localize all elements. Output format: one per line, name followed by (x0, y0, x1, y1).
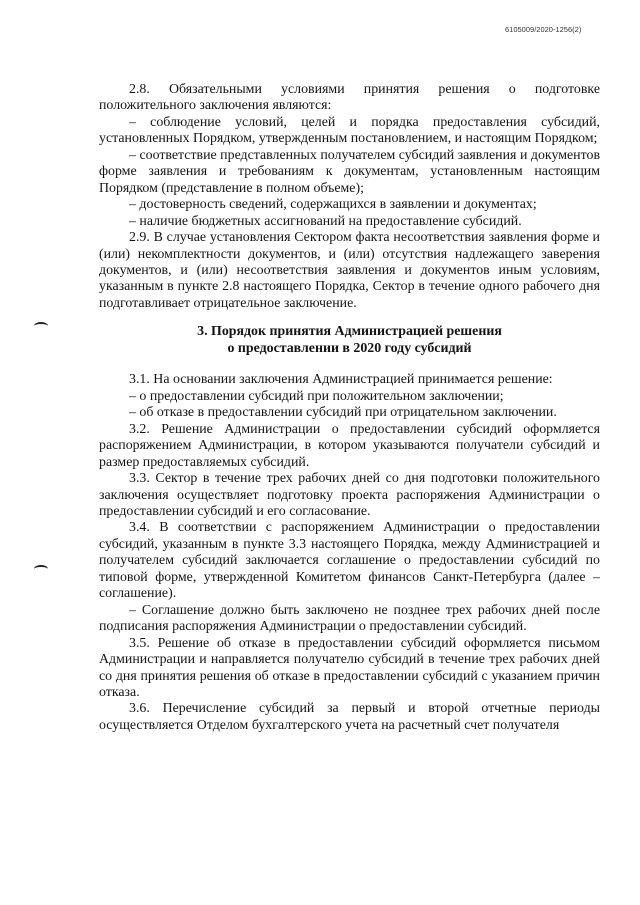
section-title-line: о предоставлении в 2020 году субсидий (227, 340, 472, 356)
document-body (99, 82, 600, 734)
paragraph: 3.2. Решение Администрации о предоставлении субсидий оформляется распоряжением Администрации, в котором указываются получатели субсидий и размер предоставляемых субсидий. (99, 421, 600, 470)
margin-mark (34, 565, 48, 573)
paragraph: 2.9. В случае установления Сектором факта несоответствия заявления форме и (или) некомплектности документов, и (или) отсутствия надлежащего заверения документов, и (или) несоответствия заявления и документов иным условиям, указанным в пункте 2.8 настоящего Порядка, Сектор в течение одного рабочего дня подготавливает отрицательное заключение. (99, 230, 600, 311)
paragraph: 3.1. На основании заключения Администрацией принимается решение: (129, 372, 553, 388)
margin-mark (34, 322, 48, 330)
paragraph: – Соглашение должно быть заключено не позднее трех рабочих дней после подписания распоряжения Администрации о предоставлении субсидий. (99, 602, 600, 635)
paragraph: – достоверность сведений, содержащихся в заявлении и документах; (129, 197, 537, 213)
paragraph: – наличие бюджетных ассигнований на предоставление субсидий. (129, 213, 522, 229)
paragraph: 3.6. Перечисление субсидий за первый и второй отчетные периоды осуществляется Отделом бухгалтерского учета на расчетный счет получателя (99, 701, 600, 733)
paragraph: 3.4. В соответствии с распоряжением Администрации о предоставлении субсидий, указанным в пункте 3.3 настоящего Порядка, между Администрацией и получателем субсидий заключается соглашение о предоставлении субсидий по типовой форме, утвержденной Комитетом финансов Санкт-Петербурга (далее – соглашение). (99, 520, 600, 602)
paragraph: 2.8. Обязательными условиями принятия решения о подготовке положительного заключения являются: (99, 82, 600, 114)
paragraph: 3.3. Сектор в течение трех рабочих дней со дня подготовки положительного заключения осуществляет подготовку проекта распоряжения Администрации о предоставлении субсидий и его согласование. (99, 471, 600, 519)
paragraph: 3.5. Решение об отказе в предоставлении субсидий оформляется письмом Администрации и направляется получателю субсидий в течение трех рабочих дней со дня принятия решения об отказе в предоставлении субсидий с указанием причин отказа. (99, 635, 600, 700)
section-title (99, 324, 600, 357)
document-id: 6105009/2020-1256(2) (505, 25, 582, 34)
paragraph: – о предоставлении субсидий при положительном заключении; (129, 388, 504, 404)
section-title-line: 3. Порядок принятия Администрацией решения (197, 324, 502, 340)
paragraph: – соответствие представленных получателем субсидий заявления и документов форме заявления и требованиям к документам, установленным настоящим Порядком (представление в полном объеме); (99, 147, 600, 196)
paragraph: – об отказе в предоставлении субсидий при отрицательном заключении. (129, 405, 557, 421)
paragraph: – соблюдение условий, целей и порядка предоставления субсидий, установленных Порядком, утвержденным постановлением, и настоящим Порядком; (99, 114, 600, 147)
